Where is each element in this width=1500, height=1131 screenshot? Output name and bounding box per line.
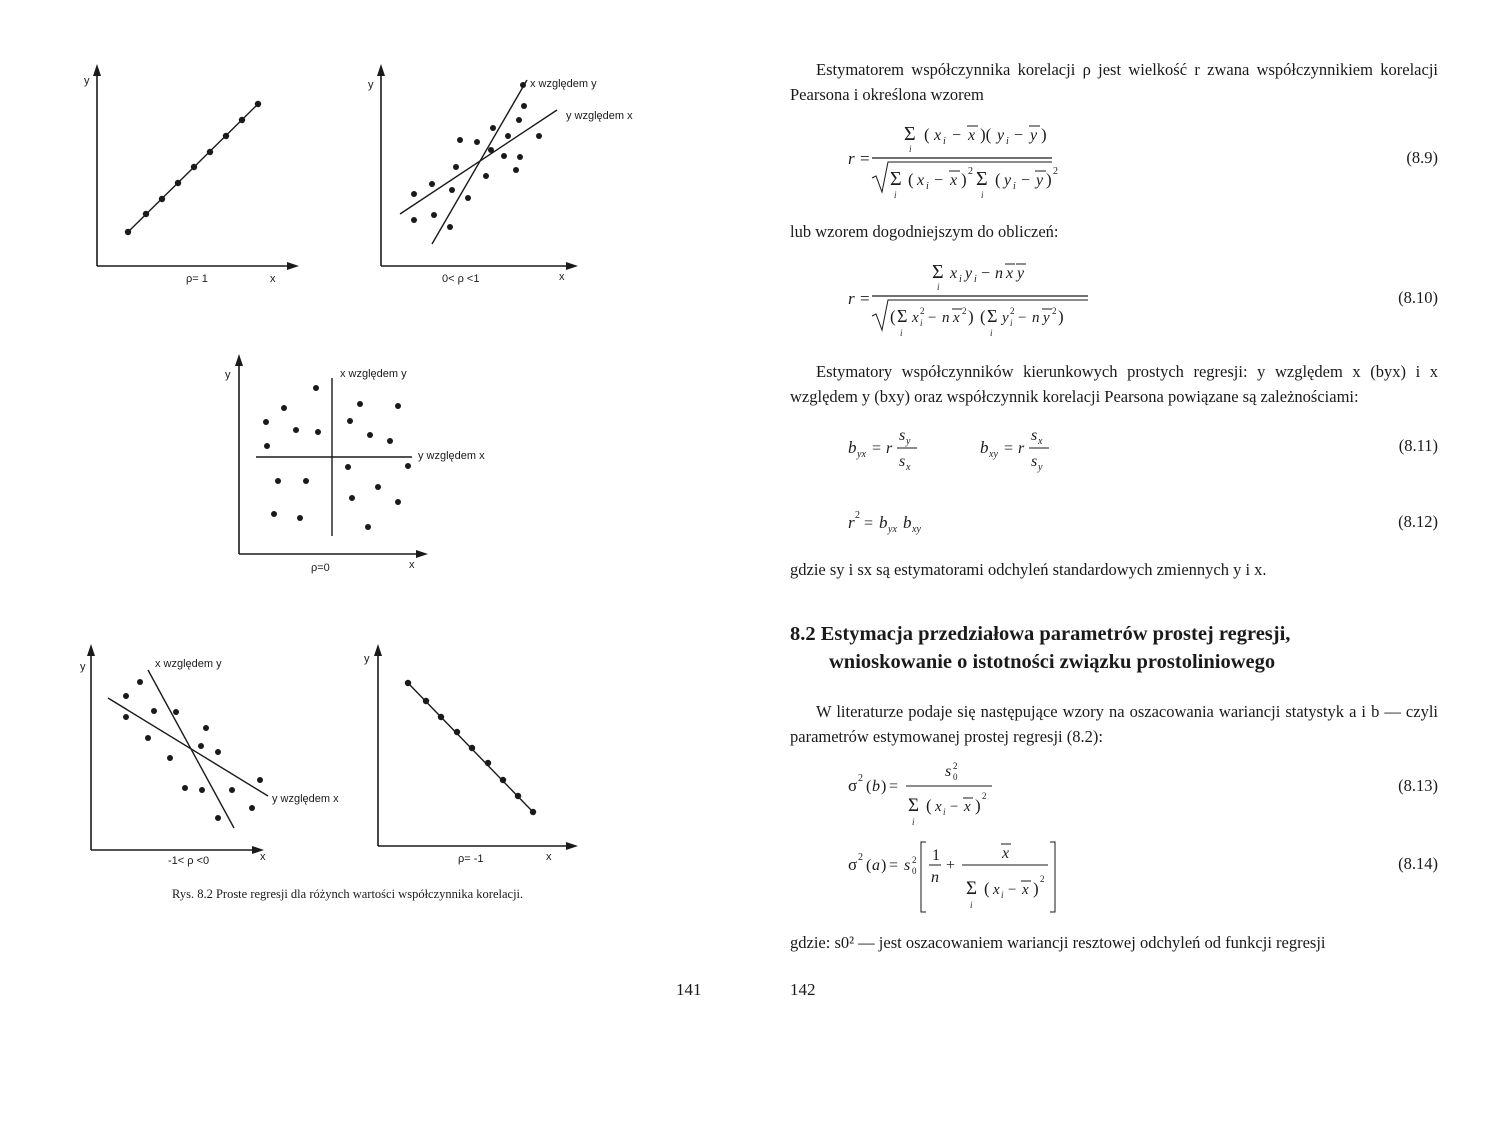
svg-text:y: y xyxy=(1030,127,1038,144)
svg-text:y: y xyxy=(965,265,973,282)
svg-text:(: ( xyxy=(890,307,896,326)
svg-text:1: 1 xyxy=(932,847,940,864)
svg-text:−: − xyxy=(1021,172,1031,189)
equation-8-13 xyxy=(842,757,1102,829)
svg-text:yx: yx xyxy=(888,524,897,535)
svg-text:2: 2 xyxy=(953,761,958,771)
svg-text:y: y xyxy=(997,127,1005,144)
plot-rho-neg xyxy=(72,640,372,870)
svg-text:0: 0 xyxy=(953,772,958,782)
svg-text:y: y xyxy=(1004,172,1012,189)
svg-text:+: + xyxy=(946,857,956,874)
svg-text:−: − xyxy=(1014,127,1024,144)
svg-text:): ) xyxy=(1041,125,1047,144)
svg-text:=: = xyxy=(872,440,882,457)
paragraph-alternative-formula: lub wzorem dogodniejszym do obliczeń: xyxy=(790,222,1059,241)
svg-text:n: n xyxy=(942,310,950,326)
svg-text:s: s xyxy=(899,427,906,444)
svg-text:2: 2 xyxy=(912,855,917,865)
line-label-y-on-x: y względem x xyxy=(272,793,339,805)
svg-text:s: s xyxy=(899,453,906,470)
svg-text:Σ: Σ xyxy=(987,306,998,326)
svg-text:(: ( xyxy=(984,879,990,898)
svg-text:i: i xyxy=(1006,136,1009,147)
svg-text:=: = xyxy=(864,515,874,532)
svg-text:Σ: Σ xyxy=(908,795,920,816)
svg-text:(: ( xyxy=(866,857,872,874)
y-axis-label: y xyxy=(225,369,231,381)
svg-text:r: r xyxy=(848,149,855,168)
svg-text:): ) xyxy=(881,778,887,795)
svg-text:): ) xyxy=(881,857,887,874)
svg-text:i: i xyxy=(912,817,915,827)
svg-text:x: x xyxy=(1038,436,1043,447)
paragraph-standard-deviations: gdzie sy i sx są estymatorami odchyleń standardowych zmiennych y i x. xyxy=(790,560,1267,579)
svg-text:y: y xyxy=(1043,310,1050,326)
equation-8-12 xyxy=(842,506,1042,538)
rho-label: ρ= 1 xyxy=(186,273,208,285)
equation-number-8-14: (8.14) xyxy=(1398,854,1438,873)
page-number-left: 141 xyxy=(676,980,702,999)
svg-text:x: x xyxy=(993,882,1000,898)
equation-8-9 xyxy=(842,112,1162,202)
y-axis-label: y xyxy=(364,653,370,665)
svg-text:yx: yx xyxy=(857,449,866,460)
svg-text:): ) xyxy=(968,307,974,326)
svg-text:): ) xyxy=(961,170,967,189)
svg-text:2: 2 xyxy=(1053,166,1058,177)
x-axis-label: x xyxy=(559,271,565,283)
svg-text:n: n xyxy=(1032,310,1040,326)
svg-text:r: r xyxy=(1018,440,1025,457)
svg-text:(: ( xyxy=(924,125,930,144)
svg-text:2: 2 xyxy=(962,306,967,316)
svg-text:x: x xyxy=(1006,265,1014,282)
svg-text:i: i xyxy=(974,274,977,285)
svg-text:=: = xyxy=(860,289,870,308)
y-axis-label: y xyxy=(80,661,86,673)
svg-text:i: i xyxy=(909,144,912,154)
y-axis-label: y xyxy=(84,75,90,87)
svg-text:2: 2 xyxy=(858,852,863,863)
svg-text:xy: xy xyxy=(912,524,921,535)
regression-line-y-on-x xyxy=(108,698,268,796)
svg-text:): ) xyxy=(1058,307,1064,326)
svg-text:r: r xyxy=(848,289,855,308)
svg-text:x: x xyxy=(906,462,911,473)
svg-text:s: s xyxy=(945,763,952,780)
svg-text:σ: σ xyxy=(848,855,858,874)
svg-text:s: s xyxy=(1031,453,1038,470)
svg-text:Σ: Σ xyxy=(976,168,988,190)
rho-label: ρ=0 xyxy=(311,562,330,574)
svg-text:i: i xyxy=(900,328,903,338)
svg-text:i: i xyxy=(943,807,946,817)
svg-text:=: = xyxy=(889,857,899,874)
svg-text:i: i xyxy=(959,274,962,285)
equation-8-14 xyxy=(842,838,1162,918)
data-points xyxy=(411,82,542,230)
svg-text:2: 2 xyxy=(1052,306,1057,316)
plot-rho-minus1 xyxy=(360,640,590,870)
svg-text:)(: )( xyxy=(980,125,992,144)
svg-text:Σ: Σ xyxy=(890,168,902,190)
line-label-y-on-x: y względem x xyxy=(566,110,633,122)
svg-text:σ: σ xyxy=(848,776,858,795)
svg-text:2: 2 xyxy=(855,510,860,521)
svg-text:(: ( xyxy=(866,778,872,795)
svg-text:i: i xyxy=(920,318,923,328)
paragraph-variance-formulas: W literaturze podaje się następujące wzory na oszacowania wariancji statystyk a i b — czyli parametrów estymowanej prostej regresji (8.2): xyxy=(790,702,1438,746)
svg-text:i: i xyxy=(926,181,929,192)
paragraph-regression-slopes: Estymatory współczynników kierunkowych prostych regresji: y względem x (byx) i x względem y (bxy) oraz współczynnik korelacji Pearsona powiązane są zależnościami: xyxy=(790,362,1438,406)
svg-text:(: ( xyxy=(980,307,986,326)
svg-text:x: x xyxy=(935,799,942,815)
equation-number-8-12: (8.12) xyxy=(1398,512,1438,531)
svg-text:=: = xyxy=(860,149,870,168)
x-axis-label: x xyxy=(546,851,552,863)
equation-8-10 xyxy=(842,252,1162,344)
figure-caption: Rys. 8.2 Proste regresji dla różynch wartości współczynnika korelacji. xyxy=(172,887,524,901)
y-axis-label: y xyxy=(368,79,374,91)
svg-text:xy: xy xyxy=(989,449,998,460)
svg-text:b: b xyxy=(903,513,912,532)
plot-rho-1 xyxy=(78,60,308,285)
rho-label: ρ= -1 xyxy=(458,853,484,865)
svg-text:): ) xyxy=(1046,170,1052,189)
svg-text:n: n xyxy=(995,265,1003,282)
x-axis-label: x xyxy=(260,851,266,863)
data-points xyxy=(125,101,261,235)
svg-text:i: i xyxy=(970,900,973,910)
svg-text:i: i xyxy=(981,190,984,200)
svg-text:x: x xyxy=(934,127,942,144)
svg-text:−: − xyxy=(981,265,991,282)
svg-text:−: − xyxy=(928,310,937,326)
svg-text:b: b xyxy=(980,438,989,457)
svg-text:i: i xyxy=(1010,318,1013,328)
page-number-right: 142 xyxy=(790,980,816,999)
svg-text:i: i xyxy=(1001,890,1004,900)
line-label-y-on-x: y względem x xyxy=(418,450,485,462)
svg-text:x: x xyxy=(968,127,976,144)
svg-text:i: i xyxy=(943,136,946,147)
svg-text:Σ: Σ xyxy=(966,878,978,899)
svg-text:2: 2 xyxy=(858,773,863,784)
svg-text:): ) xyxy=(1033,879,1039,898)
svg-text:x: x xyxy=(950,265,958,282)
svg-text:i: i xyxy=(894,190,897,200)
svg-text:2: 2 xyxy=(968,166,973,177)
svg-text:−: − xyxy=(950,799,959,815)
x-axis-label: x xyxy=(270,273,276,285)
svg-text:x: x xyxy=(953,310,960,326)
svg-text:i: i xyxy=(990,328,993,338)
svg-text:s: s xyxy=(904,857,911,874)
svg-text:y: y xyxy=(1038,462,1043,473)
svg-text:x: x xyxy=(1022,882,1029,898)
svg-text:2: 2 xyxy=(1010,306,1015,316)
equation-number-8-11: (8.11) xyxy=(1398,436,1438,455)
svg-text:(: ( xyxy=(926,796,932,815)
right-page xyxy=(750,0,1500,1131)
svg-text:0: 0 xyxy=(912,866,917,876)
svg-text:x: x xyxy=(950,172,958,189)
svg-text:−: − xyxy=(952,127,962,144)
svg-text:b: b xyxy=(848,438,857,457)
svg-text:y: y xyxy=(906,436,911,447)
svg-text:2: 2 xyxy=(982,791,987,801)
line-label-x-on-y: x względem y xyxy=(340,368,407,380)
svg-text:s: s xyxy=(1031,427,1038,444)
x-axis-label: x xyxy=(409,559,415,571)
svg-text:=: = xyxy=(889,778,899,795)
equation-8-11 xyxy=(842,420,1162,480)
svg-text:=: = xyxy=(1004,440,1014,457)
rho-label: 0< ρ <1 xyxy=(442,273,480,285)
paragraph-residual-variance: gdzie: s0² — jest oszacowaniem wariancji resztowej odchyleń od funkcji regresji xyxy=(790,933,1326,952)
svg-text:2: 2 xyxy=(920,306,925,316)
svg-text:x: x xyxy=(917,172,925,189)
equation-number-8-10: (8.10) xyxy=(1398,288,1438,307)
svg-text:−: − xyxy=(1018,310,1027,326)
svg-text:Σ: Σ xyxy=(897,306,908,326)
svg-text:y: y xyxy=(1017,265,1025,282)
svg-text:i: i xyxy=(1013,181,1016,192)
equation-number-8-9: (8.9) xyxy=(1406,148,1438,167)
svg-text:(: ( xyxy=(908,170,914,189)
svg-text:a: a xyxy=(872,857,880,874)
plot-rho-pos xyxy=(362,60,662,285)
svg-text:y: y xyxy=(1002,310,1009,326)
svg-text:x: x xyxy=(912,310,919,326)
plot-rho-0 xyxy=(220,350,510,575)
svg-text:2: 2 xyxy=(1040,874,1045,884)
svg-text:Σ: Σ xyxy=(904,123,916,145)
svg-text:x: x xyxy=(964,799,971,815)
data-points xyxy=(405,680,536,815)
rho-label: -1< ρ <0 xyxy=(168,855,210,867)
svg-text:−: − xyxy=(1008,882,1017,898)
svg-text:b: b xyxy=(879,513,888,532)
svg-text:r: r xyxy=(848,513,855,532)
regression-line-y-on-x xyxy=(400,110,557,214)
svg-text:n: n xyxy=(931,869,939,886)
svg-text:x: x xyxy=(1002,845,1010,862)
svg-text:i: i xyxy=(937,282,940,292)
svg-text:b: b xyxy=(872,778,880,795)
svg-text:−: − xyxy=(934,172,944,189)
line-label-x-on-y: x względem y xyxy=(530,78,597,90)
equation-number-8-13: (8.13) xyxy=(1398,776,1438,795)
svg-text:r: r xyxy=(886,440,893,457)
section-heading-8-2: 8.2 Estymacja przedziałowa parametrów prostej regresji, wnioskowanie o istotności związku prostoliniowego xyxy=(790,623,1291,673)
svg-text:): ) xyxy=(975,796,981,815)
svg-text:Σ: Σ xyxy=(932,261,944,283)
line-label-x-on-y: x względem y xyxy=(155,658,222,670)
paragraph-pearson-intro: Estymatorem współczynnika korelacji ρ jest wielkość r zwana współczynnikiem korelacji Pearsona i określona wzorem xyxy=(790,60,1438,104)
svg-text:y: y xyxy=(1036,172,1044,189)
svg-text:(: ( xyxy=(995,170,1001,189)
